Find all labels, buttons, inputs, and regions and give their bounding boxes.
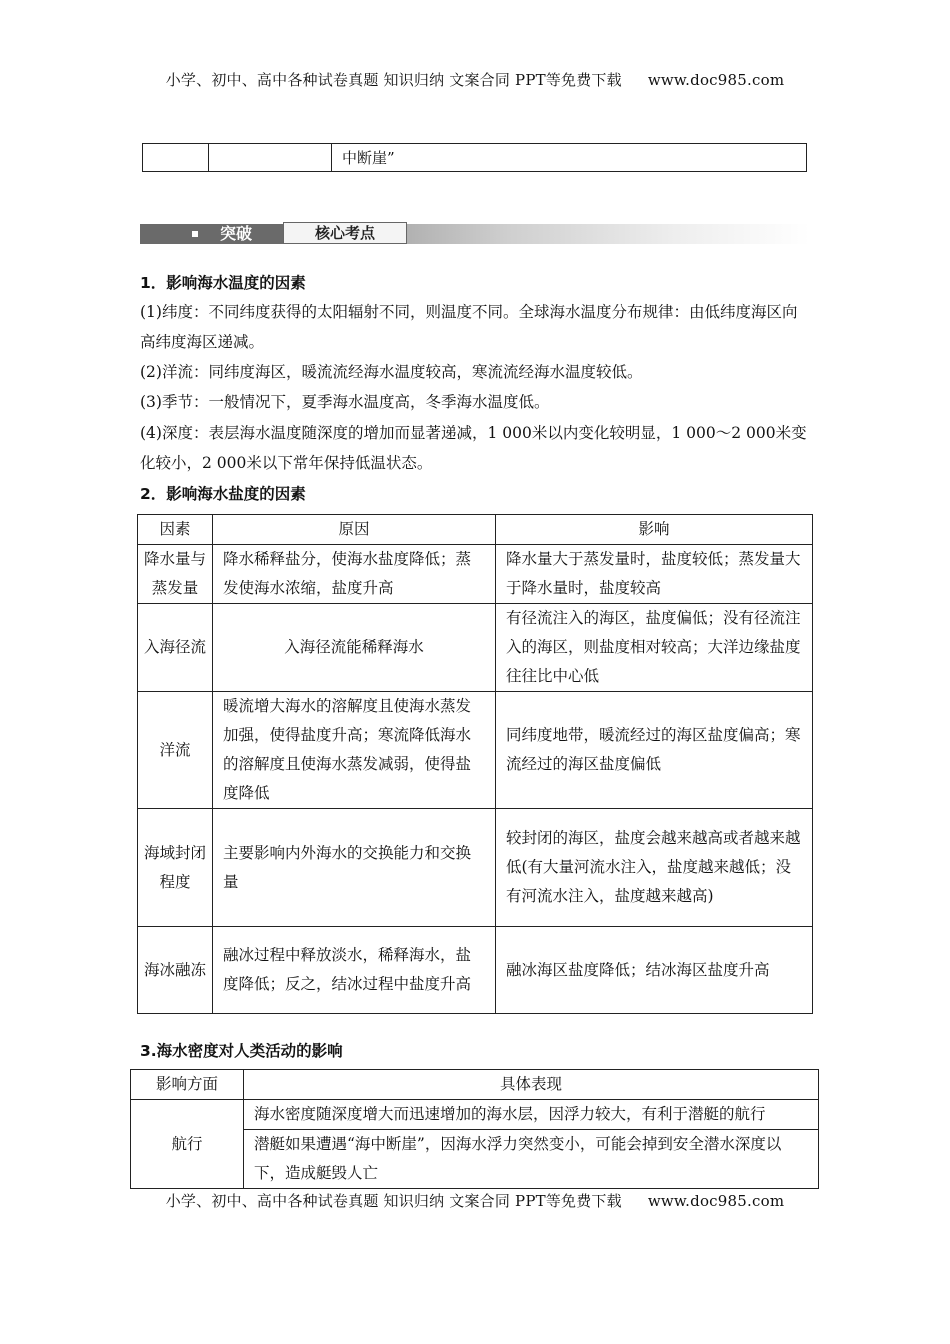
section3-title: 3.海水密度对人类活动的影响 (140, 1042, 343, 1060)
header-text: 小学、初中、高中各种试卷真题 知识归纳 文案合同 PPT等免费下载 (165, 71, 622, 89)
section1-paragraph-4: (4)深度：表层海水温度随深度的增加而显著递减，1 000米以内变化较明显，1 000～2 000米变化较小，2 000米以下常年保持低温状态。 (140, 424, 807, 472)
previous-table-continuation (142, 143, 807, 172)
banner-left-label: 突破 (220, 224, 253, 243)
page-header (0, 69, 950, 90)
detail-cell: 潜艇如果遭遇“海中断崖”，因海水浮力突然变小，可能会掉到安全潜水深度以下，造成艇毁人亡 (244, 1130, 819, 1189)
square-bullet-icon (192, 231, 198, 237)
table-cell (143, 144, 209, 172)
footer-url[interactable]: www.doc985.com (647, 1192, 785, 1210)
header-cell: 具体表现 (244, 1070, 819, 1100)
table-row (131, 1100, 819, 1130)
banner-left (140, 224, 283, 244)
header-cell: 原因 (213, 515, 496, 545)
reason-cell: 暖流增大海水的溶解度且使海水蒸发加强，使得盐度升高；寒流降低海水的溶解度且使海水蒸发减弱，使得盐度降低 (213, 692, 496, 809)
header-cell: 影响 (496, 515, 813, 545)
header-cell: 因素 (138, 515, 213, 545)
section1-paragraph-1: (1)纬度：不同纬度获得的太阳辐射不同，则温度不同。全球海水温度分布规律：由低纬度海区向高纬度海区递减。 (140, 303, 798, 351)
reason-cell: 融冰过程中释放淡水，稀释海水，盐度降低；反之，结冰过程中盐度升高 (213, 927, 496, 1014)
section-banner (140, 220, 810, 246)
section1-paragraph-2: (2)洋流：同纬度海区，暖流流经海水温度较高，寒流流经海水温度较低。 (140, 363, 643, 381)
density-impact-table (130, 1069, 819, 1189)
section2-title: 2．影响海水盐度的因素 (140, 485, 306, 503)
header-cell: 影响方面 (131, 1070, 244, 1100)
table-header-row (131, 1070, 819, 1100)
effect-cell: 较封闭的海区，盐度会越来越高或者越来越低(有大量河流水注入，盐度越来越低；没有河流水注入，盐度越来越高) (496, 809, 813, 927)
banner-right-label: 核心考点 (283, 222, 407, 244)
factor-cell: 降水量与蒸发量 (138, 545, 213, 604)
table-row (138, 692, 813, 809)
section1-paragraph-3: (3)季节：一般情况下，夏季海水温度高，冬季海水温度低。 (140, 393, 550, 411)
page-footer (0, 1190, 950, 1211)
effect-cell: 降水量大于蒸发量时，盐度较低；蒸发量大于降水量时，盐度较高 (496, 545, 813, 604)
table-header-row (138, 515, 813, 545)
table-row (138, 545, 813, 604)
factor-cell: 入海径流 (138, 604, 213, 692)
factor-cell: 海冰融冻 (138, 927, 213, 1014)
footer-text: 小学、初中、高中各种试卷真题 知识归纳 文案合同 PPT等免费下载 (165, 1192, 622, 1210)
table-row (138, 927, 813, 1014)
effect-cell: 有径流注入的海区，盐度偏低；没有径流注入的海区，则盐度相对较高；大洋边缘盐度往往比中心低 (496, 604, 813, 692)
reason-cell: 入海径流能稀释海水 (213, 604, 496, 692)
effect-cell: 同纬度地带，暖流经过的海区盐度偏高；寒流经过的海区盐度偏低 (496, 692, 813, 809)
table-cell (209, 144, 332, 172)
table-cell: 中断崖” (332, 144, 807, 172)
factor-cell: 海域封闭程度 (138, 809, 213, 927)
salinity-factors-table (137, 514, 813, 1014)
aspect-cell: 航行 (131, 1100, 244, 1189)
table-row (138, 809, 813, 927)
detail-cell: 海水密度随深度增大而迅速增加的海水层，因浮力较大，有利于潜艇的航行 (244, 1100, 819, 1130)
reason-cell: 主要影响内外海水的交换能力和交换量 (213, 809, 496, 927)
reason-cell: 降水稀释盐分，使海水盐度降低；蒸发使海水浓缩，盐度升高 (213, 545, 496, 604)
header-url[interactable]: www.doc985.com (647, 71, 785, 89)
factor-cell: 洋流 (138, 692, 213, 809)
effect-cell: 融冰海区盐度降低；结冰海区盐度升高 (496, 927, 813, 1014)
table-row (138, 604, 813, 692)
section1-title: 1．影响海水温度的因素 (140, 274, 306, 292)
